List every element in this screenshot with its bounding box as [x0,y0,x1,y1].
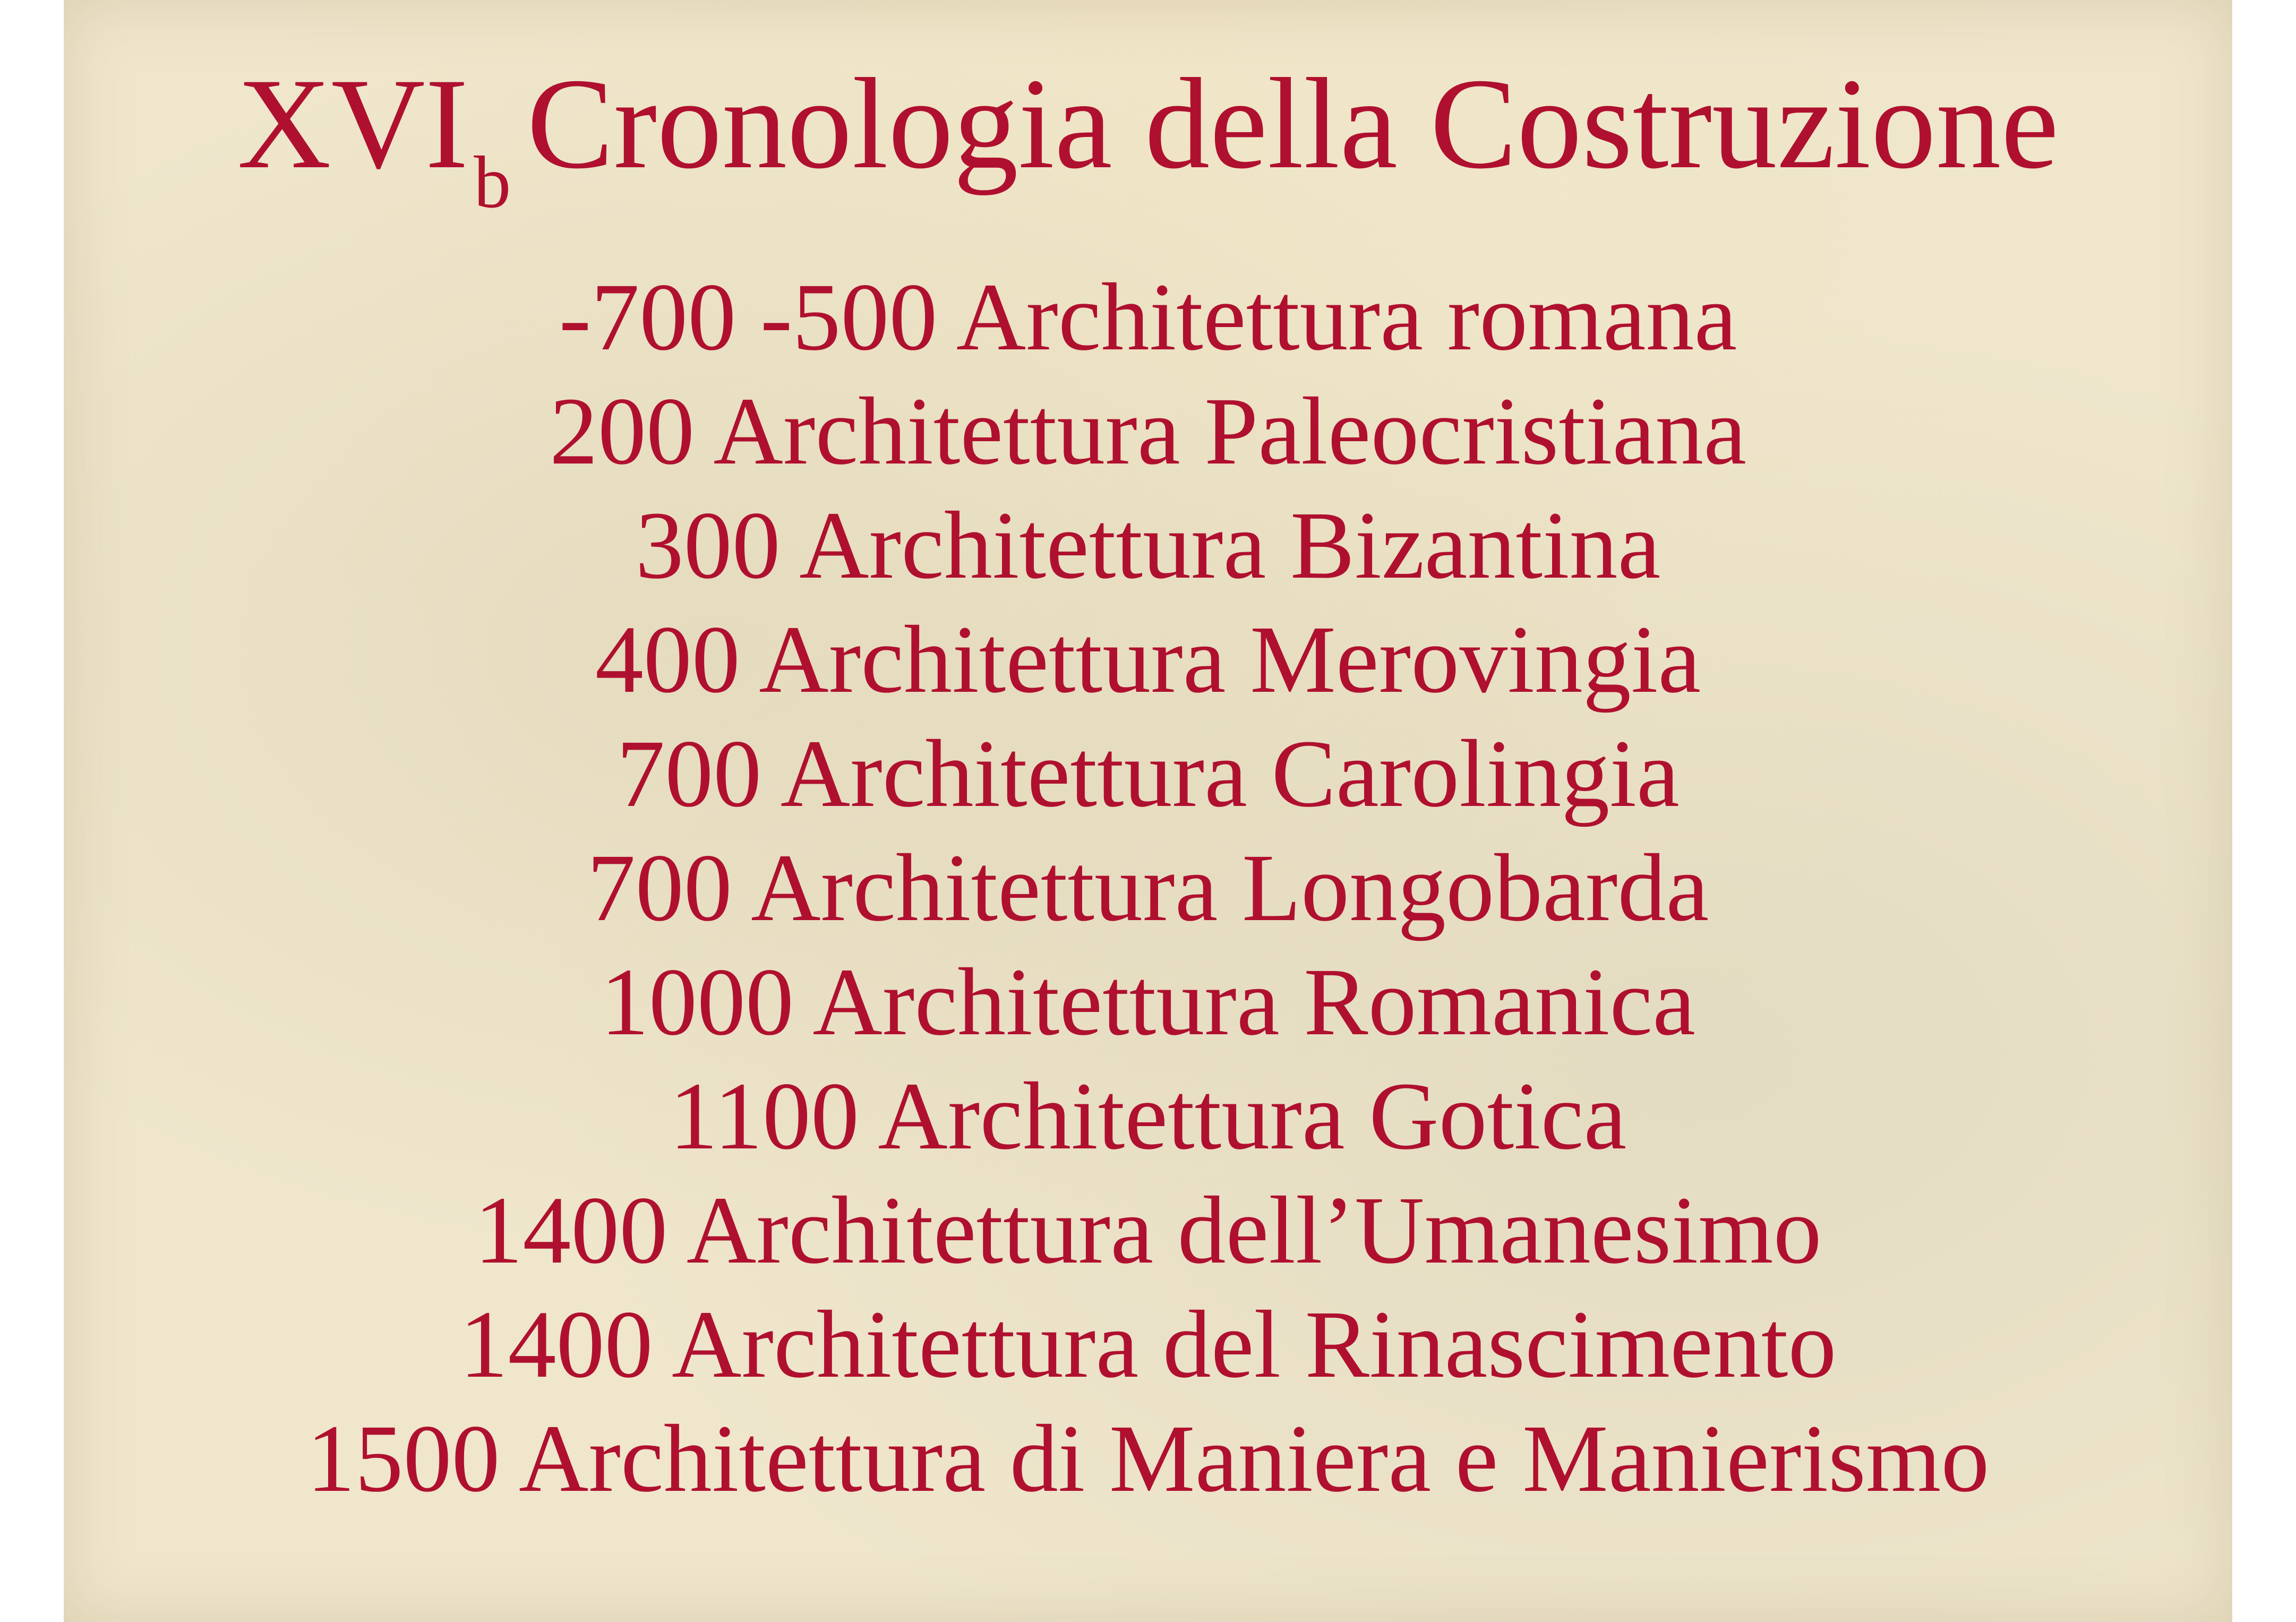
chronology-entry: 1100 Architettura Gotica [669,1063,1627,1170]
chronology-entry: 300 Architettura Bizantina [635,492,1661,599]
slide-page [64,0,2232,1622]
chronology-entry: 200 Architettura Paleocristiana [549,378,1747,485]
chronology-entry: 1000 Architettura Romanica [600,949,1696,1055]
title-subscript: b [474,141,511,224]
chronology-entry: 1500 Architettura di Maniera e Manierismo [306,1405,1990,1512]
chronology-entry: -700 -500 Architettura romana [559,264,1737,371]
chronology-entry: 1400 Architettura dell’Umanesimo [474,1177,1822,1284]
chronology-entry: 1400 Architettura del Rinascimento [459,1291,1837,1398]
chronology-entry: 700 Architettura Longobarda [587,835,1709,941]
chronology-entry: 400 Architettura Merovingia [595,606,1701,713]
title-roman-numeral: XVI [237,52,469,195]
title-text: Cronologia della Costruzione [527,52,2059,195]
slide-title [64,52,2232,224]
chronology-list [64,260,2232,1516]
chronology-entry: 700 Architettura Carolingia [616,720,1680,827]
